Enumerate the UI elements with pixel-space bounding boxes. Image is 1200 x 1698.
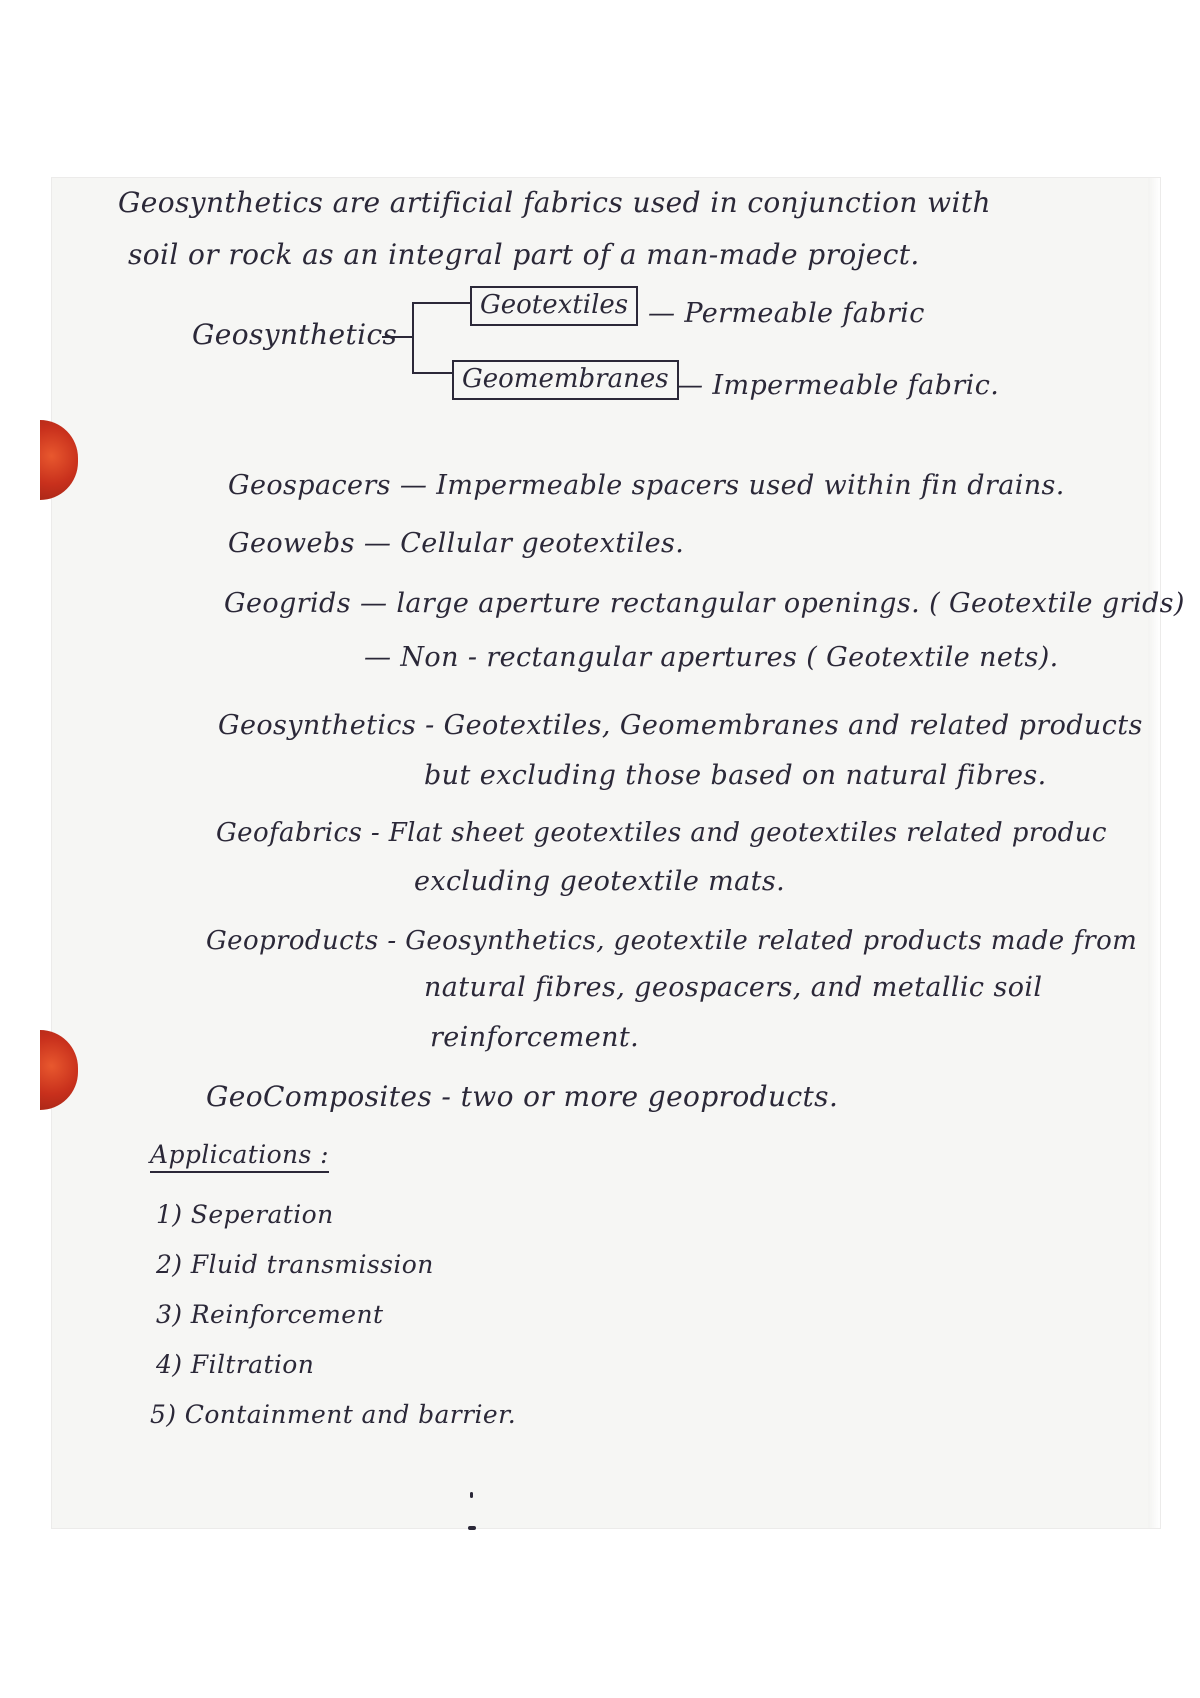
def-geocomposites: GeoComposites - two or more geoproducts.: [206, 1080, 839, 1113]
application-item: 4) Filtration: [156, 1350, 315, 1379]
root-connector: [382, 336, 412, 338]
def-geoproducts-2: natural fibres, geospacers, and metallic soil: [424, 972, 1043, 1003]
application-item: 2) Fluid transmission: [156, 1250, 434, 1279]
application-item: 3) Reinforcement: [156, 1300, 384, 1329]
branch-connector-bottom: [412, 372, 452, 374]
def-geogrids-1: Geogrids — large aperture rectangular openings. ( Geotextile grids): [224, 588, 1185, 619]
applications-heading: Applications :: [150, 1140, 329, 1173]
application-item: 5) Containment and barrier.: [150, 1400, 517, 1429]
def-geoproducts-3: reinforcement.: [430, 1022, 640, 1053]
branch-connector-top: [412, 302, 470, 304]
def-geofabrics-1: Geofabrics - Flat sheet geotextiles and geotextiles related produc: [216, 818, 1107, 848]
intro-line-2: soil or rock as an integral part of a man-made project.: [128, 238, 920, 271]
bracket-vertical: [412, 302, 414, 372]
branch-geotextiles-desc: — Permeable fabric: [648, 298, 925, 329]
branch-geomembranes: Geomembranes: [452, 360, 679, 400]
paper-edge: [1148, 178, 1160, 1528]
def-geofabrics-2: excluding geotextile mats.: [414, 866, 786, 897]
def-geosynthetics-1: Geosynthetics - Geotextiles, Geomembranes and related products: [218, 710, 1143, 741]
def-geoproducts-1: Geoproducts - Geosynthetics, geotextile related products made from: [206, 926, 1138, 956]
def-geosynthetics-2: but excluding those based on natural fibres.: [424, 760, 1047, 791]
def-geogrids-2: — Non - rectangular apertures ( Geotextile nets).: [364, 642, 1059, 673]
branch-geotextiles: Geotextiles: [470, 286, 638, 326]
application-item: 1) Seperation: [156, 1200, 334, 1229]
intro-line-1: Geosynthetics are artificial fabrics used in conjunction with: [118, 186, 991, 219]
def-geospacers: Geospacers — Impermeable spacers used within fin drains.: [228, 470, 1065, 501]
pen-mark: [468, 1526, 476, 1530]
branch-geomembranes-desc: — Impermeable fabric.: [676, 370, 1000, 401]
pen-mark: [470, 1492, 473, 1498]
classification-root: Geosynthetics: [192, 318, 398, 351]
def-geowebs: Geowebs — Cellular geotextiles.: [228, 528, 685, 559]
